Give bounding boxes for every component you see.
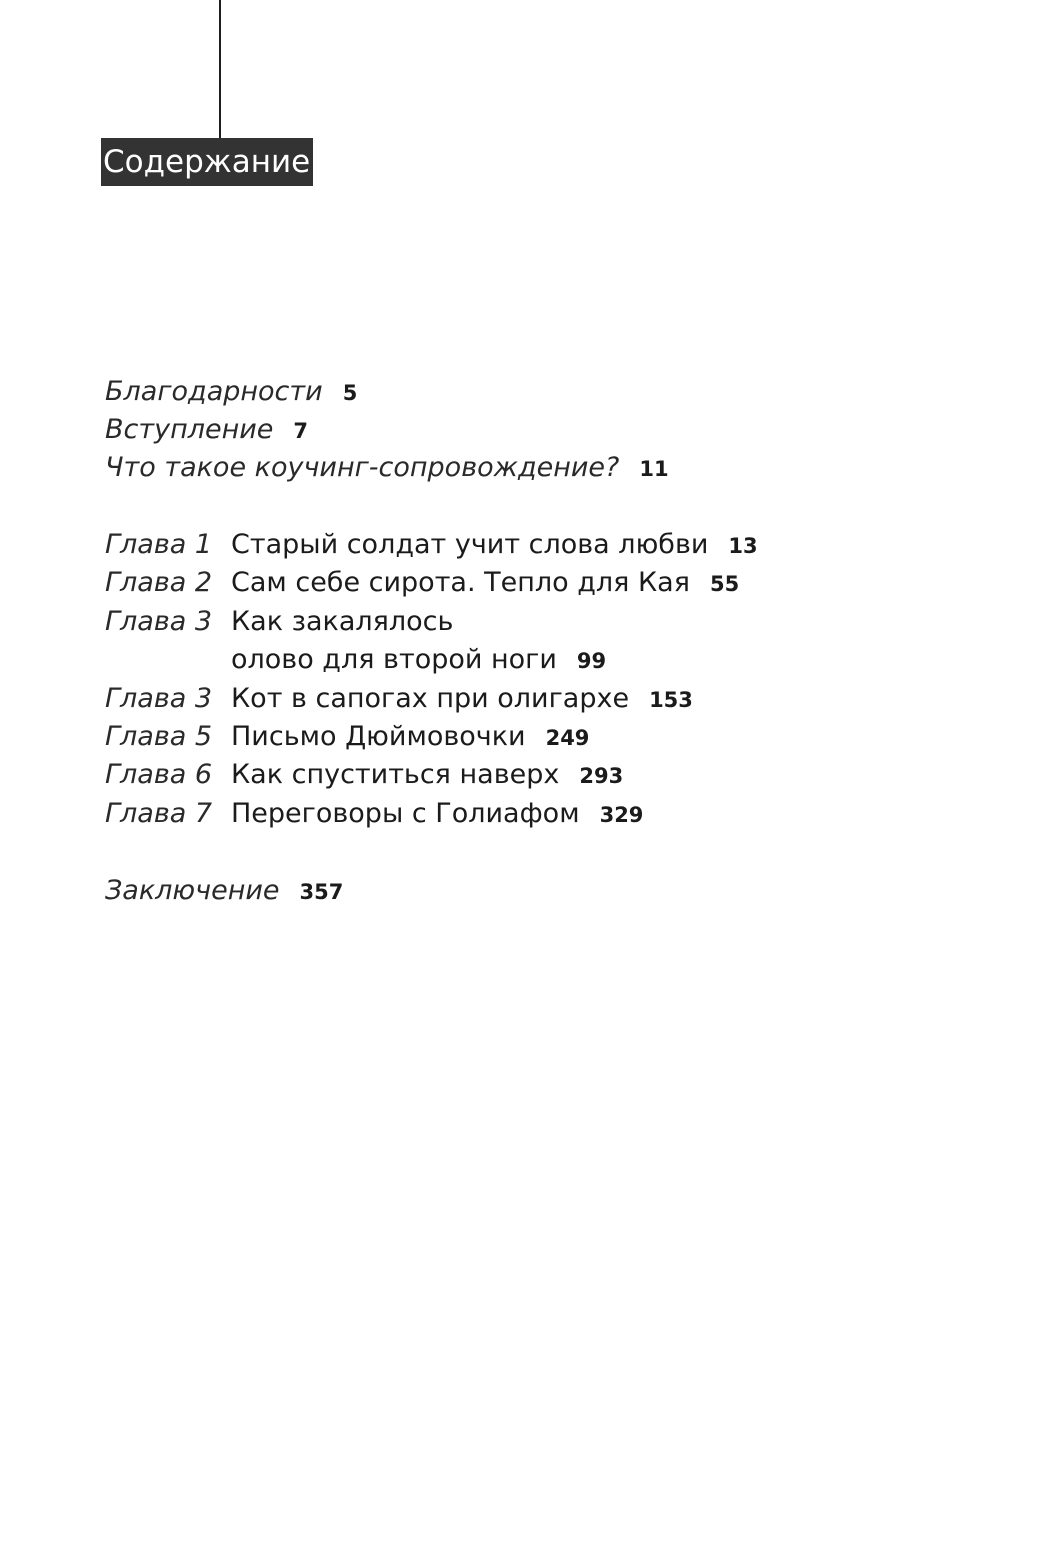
chapter-label: Глава 5: [105, 721, 213, 752]
vertical-rule: [219, 0, 221, 138]
chapter-title: Как закалялось: [231, 606, 454, 637]
chapter-title: Как спуститься наверх: [231, 759, 560, 790]
chapter-label: Глава 1: [105, 529, 213, 560]
toc-chapter-2: [105, 565, 739, 602]
chapter-title: Кот в сапогах при олигархе: [231, 683, 630, 714]
chapter-label: Глава 3: [105, 683, 213, 714]
chapter-label: Глава 6: [105, 759, 213, 790]
chapter-title: Переговоры с Голиафом: [231, 798, 580, 829]
toc-entry-conclusion: [105, 873, 343, 910]
toc-chapter-3-line2: [105, 642, 606, 679]
toc-entry-what-is-coaching: [105, 450, 669, 487]
toc-entry-page: 7: [293, 419, 309, 443]
chapter-title: Письмо Дюймовочки: [231, 721, 526, 752]
toc-chapter-5: [105, 719, 589, 756]
chapter-page: 293: [579, 764, 624, 788]
chapter-page: 13: [728, 534, 758, 558]
toc-entry-title: Заключение: [105, 875, 280, 906]
chapter-label: Глава 2: [105, 567, 213, 598]
chapter-title: Старый солдат учит слова любви: [231, 529, 709, 560]
toc-chapter-6: [105, 757, 623, 794]
toc-entry-title: Благодарности: [105, 376, 323, 407]
chapter-page: 55: [709, 572, 740, 596]
chapter-page: 153: [649, 688, 693, 712]
toc-chapter-4: [105, 681, 693, 718]
chapter-page: 329: [599, 803, 644, 827]
toc-chapter-7: [105, 796, 643, 833]
toc-chapter-1: [105, 527, 758, 564]
chapter-label: Глава 7: [105, 798, 213, 829]
toc-entry-page: 5: [342, 381, 358, 405]
chapter-title: Сам себе сирота. Тепло для Кая: [231, 567, 690, 598]
page-title: Содержание: [101, 138, 313, 186]
chapter-page: 99: [576, 649, 607, 673]
toc-entry-page: 357: [299, 880, 344, 904]
chapter-label: Глава 3: [105, 606, 213, 637]
toc-entry-page: 11: [639, 457, 669, 481]
chapter-page: 249: [545, 726, 590, 750]
toc-chapter-3: [105, 604, 453, 640]
toc-entry-title: Что такое коучинг-сопровождение?: [105, 452, 620, 483]
chapter-title-continued: олово для второй ноги: [231, 644, 557, 675]
toc-entry-acknowledgements: [105, 374, 357, 411]
toc-entry-introduction: [105, 412, 308, 449]
toc-entry-title: Вступление: [105, 414, 274, 445]
